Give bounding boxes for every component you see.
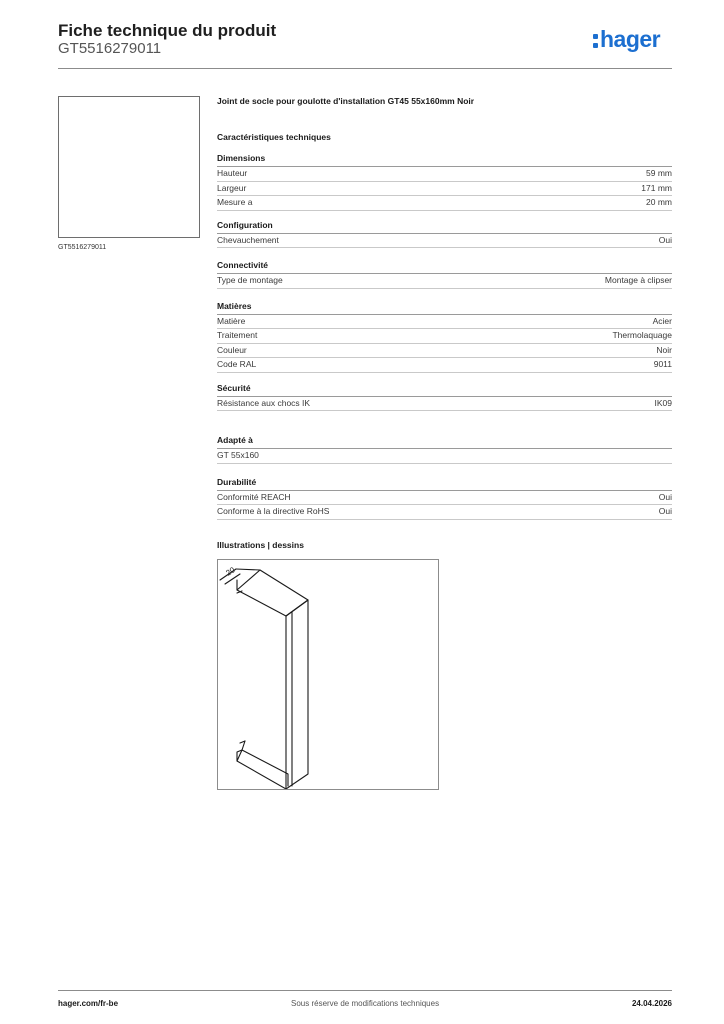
section-connectivite: [217, 259, 672, 289]
spec-row: [217, 505, 672, 520]
spec-label: Conformité REACH: [217, 491, 291, 502]
section-configuration: [217, 219, 672, 249]
product-reference: GT5516279011: [58, 40, 162, 57]
section-matieres: [217, 300, 672, 373]
spec-value: Oui: [658, 506, 672, 516]
spec-value: Montage à clipser: [604, 275, 672, 285]
section-title: Durabilité: [217, 476, 672, 491]
footer-notice: Sous réserve de modifications techniques: [291, 999, 440, 1008]
spec-row: [217, 274, 672, 289]
spec-label: Largeur: [217, 182, 247, 193]
spec-label: Matière: [217, 315, 246, 326]
spec-row: [217, 358, 672, 373]
product-name: Joint de socle pour goulotte d'installation GT45 55x160mm Noir: [217, 96, 475, 106]
section-securite: [217, 382, 672, 412]
spec-value: 171 mm: [641, 182, 672, 193]
spec-row: [217, 491, 672, 506]
spec-value: Thermolaquage: [612, 330, 672, 340]
section-title: Connectivité: [217, 259, 672, 274]
spec-label: Traitement: [217, 330, 258, 340]
spec-value: 20 mm: [646, 197, 672, 207]
product-image: [58, 96, 200, 238]
spec-label: GT 55x160: [217, 450, 259, 460]
spec-value: Oui: [658, 491, 672, 502]
section-title: Configuration: [217, 219, 672, 234]
section-durabilite: [217, 476, 672, 520]
spec-label: Mesure a: [217, 197, 253, 207]
section-title: Sécurité: [217, 382, 672, 397]
gasket-drawing: [218, 560, 438, 789]
spec-label: Conforme à la directive RoHS: [217, 506, 330, 516]
spec-row: [217, 315, 672, 330]
characteristics-title: Caractéristiques techniques: [217, 132, 331, 142]
section-title: Dimensions: [217, 152, 672, 167]
footer-website[interactable]: hager.com/fr-be: [58, 999, 119, 1008]
section-adapte: [217, 434, 672, 464]
section-dimensions: [217, 152, 672, 211]
footer-date: 24.04.2026: [631, 999, 672, 1008]
spec-label: Hauteur: [217, 168, 248, 178]
spec-value: IK09: [654, 397, 672, 408]
spec-value: Oui: [658, 234, 672, 245]
spec-label: Type de montage: [217, 275, 283, 285]
spec-value: Noir: [656, 344, 672, 355]
spec-content: [217, 93, 672, 520]
spec-row: [217, 449, 672, 464]
spec-row: [217, 344, 672, 359]
dimension-label: 20: [224, 565, 237, 578]
spec-label: Code RAL: [217, 359, 257, 369]
spec-row: [217, 167, 672, 182]
spec-row: [217, 397, 672, 412]
illustration-drawing: [217, 559, 439, 790]
spec-row: [217, 234, 672, 249]
header-title: Fiche technique du produit: [58, 21, 277, 40]
logo-text: hager: [600, 26, 661, 52]
section-title: Matières: [217, 300, 672, 315]
spec-row: [217, 329, 672, 344]
header-divider: [58, 68, 672, 69]
spec-value: 59 mm: [646, 168, 672, 178]
footer-divider: [58, 990, 672, 991]
spec-row: [217, 196, 672, 211]
hager-logo: [593, 26, 660, 53]
product-image-caption: GT5516279011: [58, 244, 107, 251]
spec-label: Résistance aux chocs IK: [217, 397, 311, 408]
illustrations-title: Illustrations | dessins: [217, 540, 304, 550]
spec-value: Acier: [652, 315, 672, 326]
spec-label: Chevauchement: [217, 234, 279, 245]
spec-label: Couleur: [217, 344, 247, 355]
spec-value: 9011: [653, 359, 672, 369]
section-title: Adapté à: [217, 434, 672, 449]
spec-row: [217, 182, 672, 197]
